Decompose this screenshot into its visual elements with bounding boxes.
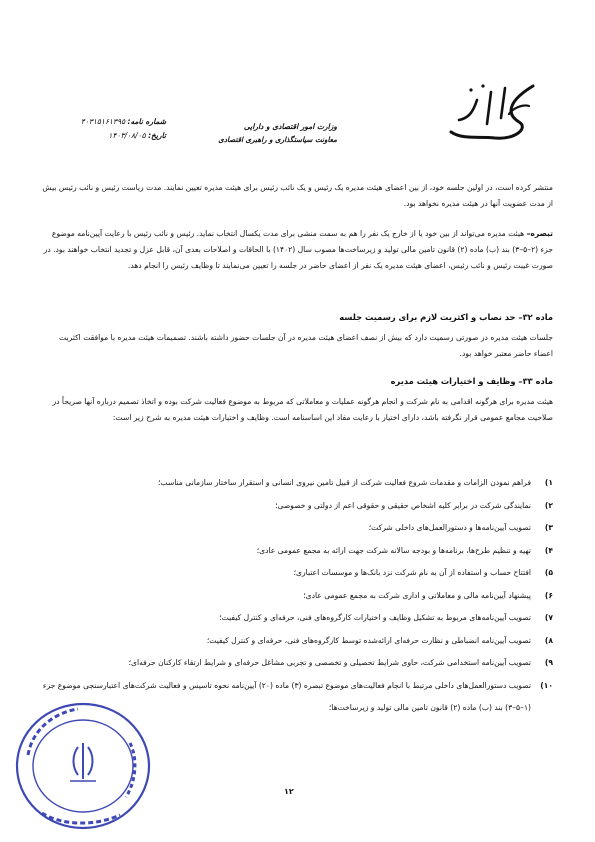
duties-list bbox=[41, 472, 553, 720]
letter-date-row bbox=[36, 129, 166, 143]
intro-section bbox=[41, 180, 553, 212]
ministry-name: وزارت امور اقتصادی و دارایی bbox=[243, 122, 337, 131]
list-item bbox=[41, 540, 553, 563]
list-item-number: ۷) bbox=[544, 613, 553, 622]
organization-logo bbox=[443, 78, 543, 150]
list-item bbox=[41, 472, 553, 495]
list-item-number: ۱) bbox=[544, 478, 553, 487]
list-item-number: ۸) bbox=[544, 635, 553, 645]
article-33-text: هیئت مدیره برای هرگونه اقدامی به نام شرکت و انجام هرگونه عملیات و معاملاتی که مربوط به موضوع فعالیت شرکت بوده و اتخاذ تصمیم درباره آنها صریحاً در صلاحیت مجامع عمومی قرار نگرفته باشد، دارای اختیار با رعایت مفاد این اساسنامه است. وظایف و اختیارات هیئت مدیره به شرح زیر است: bbox=[52, 397, 553, 423]
list-item bbox=[41, 585, 553, 608]
list-item-number: ۳) bbox=[544, 523, 553, 532]
list-item-text: نمایندگی شرکت در برابر کلیه اشخاص حقیقی و حقوقی اعم از دولتی و خصوصی؛ bbox=[275, 500, 531, 510]
list-item-text: تصویب آیین‌نامه‌های مربوط به تشکیل وظایف و اختیارات کارگروه‌های فنی، حرفه‌ای و کنترل کیفیت؛ bbox=[219, 613, 531, 622]
list-item-number: ۹) bbox=[544, 658, 553, 667]
note-label: تبصره– bbox=[526, 229, 553, 238]
article-33 bbox=[41, 372, 553, 426]
list-item bbox=[41, 652, 553, 675]
list-item bbox=[41, 607, 553, 630]
letter-number-value: ۴۰۳۱۵۱۶۱۳۹۵ bbox=[80, 117, 126, 126]
seal-icon bbox=[8, 695, 158, 837]
list-item bbox=[41, 495, 553, 518]
official-stamp bbox=[8, 695, 158, 837]
list-item-text: تصویب آیین‌نامه استخدامی شرکت، حاوی شرایط تحصیلی و تخصصی و تجربی مشاغل حرفه‌ای و شرایط ارتقاء کارکنان حرفه‌ای؛ bbox=[128, 658, 531, 667]
list-item-text: افتتاح حساب و استفاده از آن به نام شرکت نزد بانک‌ها و موسسات اعتباری؛ bbox=[293, 568, 531, 577]
list-item-number: ۶) bbox=[544, 590, 553, 600]
list-item-number: ۲) bbox=[544, 500, 553, 510]
list-item bbox=[41, 630, 553, 653]
letter-reference bbox=[36, 115, 166, 143]
letter-date-label: تاریخ: bbox=[148, 131, 166, 140]
list-item bbox=[41, 562, 553, 585]
article-32 bbox=[41, 308, 553, 362]
intro-paragraph: منتشر کرده است، در اولین جلسه خود، از بین اعضای هیئت مدیره یک رئیس و یک نائب رئیس برای هیئت مدیره تعیین نمایند. مدت ریاست رئیس و نائب رئیس بیش از مدت عضویت آنها در هیئت مدیره نخواهد بود. bbox=[42, 183, 553, 209]
page-number: ۱۲ bbox=[284, 787, 294, 796]
list-item-number: ۴) bbox=[544, 545, 553, 555]
list-item-text: تصویب آیین‌نامه‌ها و دستورالعمل‌های داخلی شرکت؛ bbox=[368, 523, 531, 532]
note-section bbox=[41, 226, 553, 275]
article-33-title: ماده ۳۳– وظایف و اختیارات هیئت مدیره bbox=[390, 376, 553, 386]
letter-number-row bbox=[36, 115, 166, 129]
note-paragraph bbox=[41, 226, 553, 275]
ministry-heading bbox=[187, 120, 337, 146]
note-text: هیئت مدیره می‌تواند از بین خود یا از خارج یک نفر را هم به سمت منشی برای مدت یکسال انتخاب نماید. رئیس و نائب رئیس با رعایت آیین‌نامه موضوع جزء (۲–۵–۳) بند (ب) ماده (۲) قانون تامین مالی تولید و زیرساخت‌ها مصوب سال (۱۴۰۲) با الحاقات و اصلاحات بعدی آن، قابل عزل و تجدید انتخاب خواهند بود. در صورت غیبت رئیس و نائب رئیس، اعضای هیئت مدیره یک نفر از اعضای حاضر در جلسه را تعیین می‌نمایند تا وظایف رئیس را انجام دهد. bbox=[43, 229, 553, 271]
list-item-text: تصویب دستورالعمل‌های داخلی مرتبط با انجام فعالیت‌های موضوع تبصره (۳) ماده (۲۰) آیین‌نامه نحوه تاسیس و فعالیت شرکت‌های اعتبارسنجی موضوع جزء (۱–۵–۳) بند (ب) ماده (۲) قانون تامین مالی تولید و زیرساخت‌ها؛ bbox=[42, 680, 531, 712]
list-item-number: ۵) bbox=[544, 568, 553, 577]
list-item bbox=[41, 517, 553, 540]
article-32-title: ماده ۳۲– حد نصاب و اکثریت لازم برای رسمیت جلسه bbox=[339, 312, 553, 322]
list-item-text: پیشنهاد آیین‌نامه مالی و معاملاتی و اداری شرکت به مجمع عمومی عادی؛ bbox=[303, 590, 531, 600]
list-item-text: تهیه و تنظیم طرح‌ها، برنامه‌ها و بودجه سالانه شرکت جهت ارائه به مجمع عمومی عادی؛ bbox=[256, 545, 531, 555]
article-32-text: جلسات هیئت مدیره در صورتی رسمیت دارد که بیش از نصف اعضای هیئت مدیره در آن جلسات حضور داشته باشند. تصمیمات هیئت مدیره با موافقت اکثریت اعضاء حاضر معتبر خواهد بود. bbox=[59, 333, 553, 359]
list-item-text: فراهم نمودن الزامات و مقدمات شروع فعالیت شرکت از قبیل تامین نیروی انسانی و استقرار ساختار سازمانی مناسب؛ bbox=[157, 478, 531, 487]
letter-date-value: ۱۴۰۳/۰۸/۰۵ bbox=[108, 131, 146, 140]
calligraphy-logo-icon bbox=[443, 78, 543, 150]
list-item-number: ۱۰) bbox=[540, 680, 553, 690]
list-item-text: تصویب آیین‌نامه انضباطی و نظارت حرفه‌ای ارائه‌شده توسط کارگروه‌های فنی، حرفه‌ای و کنترل کیفیت؛ bbox=[206, 635, 531, 645]
deputy-name: معاونت سیاستگذاری و راهبری اقتصادی bbox=[218, 135, 337, 144]
duties-list-container bbox=[41, 472, 553, 720]
letter-number-label: شماره نامه: bbox=[127, 117, 166, 126]
